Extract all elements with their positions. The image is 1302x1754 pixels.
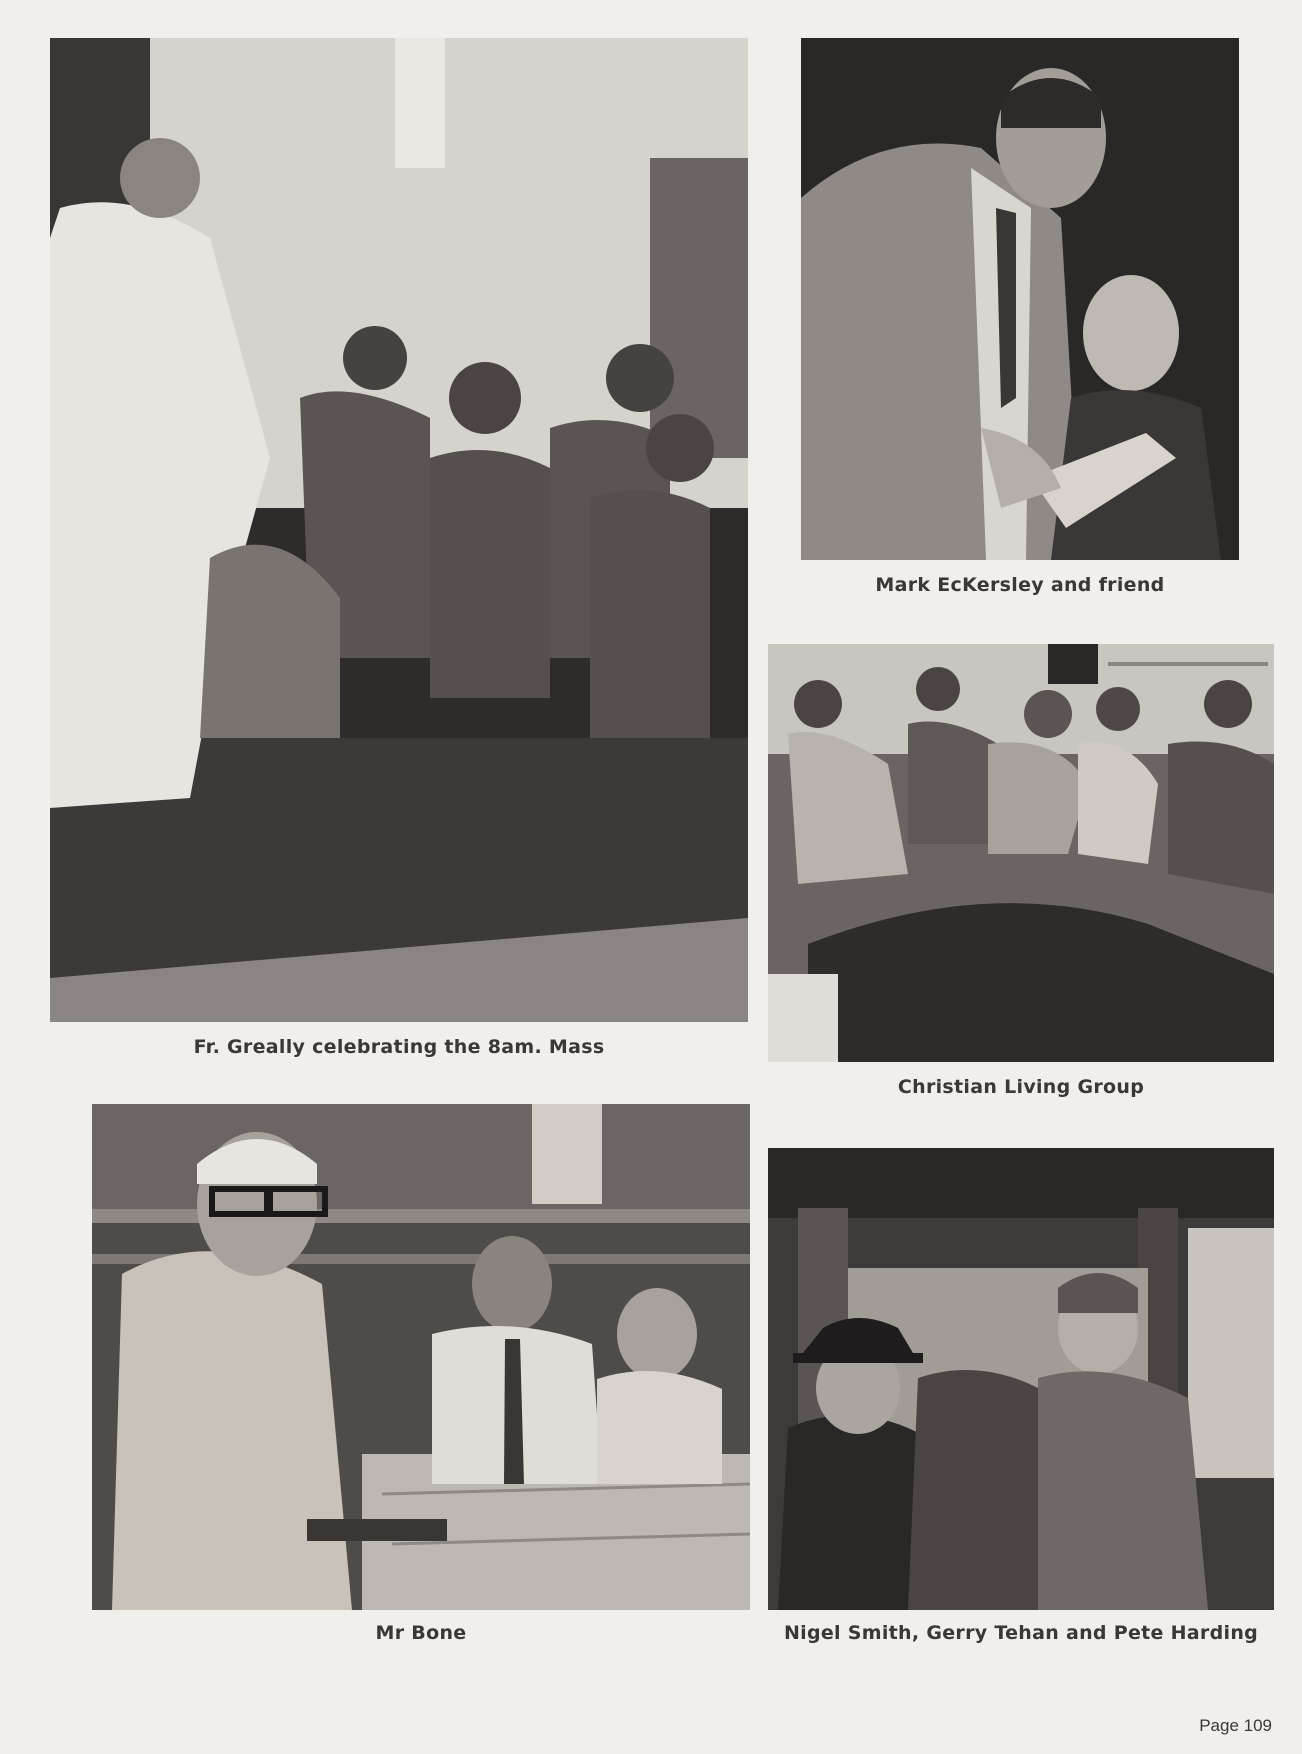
- caption-nigel-gerry-pete: Nigel Smith, Gerry Tehan and Pete Harding: [783, 1622, 1259, 1644]
- photo-nigel-gerry-pete: [768, 1148, 1274, 1610]
- caption-mass: Fr. Greally celebrating the 8am. Mass: [193, 1036, 605, 1058]
- photo-nigel-gerry-pete-image: [768, 1148, 1274, 1610]
- photo-christian-living-group-image: [768, 644, 1274, 1062]
- photo-mark-eckersley: [801, 38, 1239, 560]
- photo-mr-bone: [92, 1104, 750, 1610]
- photo-mass-image: [50, 38, 748, 1022]
- caption-mr-bone: Mr Bone: [375, 1622, 467, 1644]
- caption-mark-eckersley: Mark EcKersley and friend: [875, 574, 1165, 596]
- photo-christian-living-group: [768, 644, 1274, 1062]
- photo-mass: [50, 38, 748, 1022]
- caption-christian-living-group: Christian Living Group: [897, 1076, 1145, 1098]
- page-number: Page 109: [1199, 1716, 1272, 1735]
- photo-mr-bone-image: [92, 1104, 750, 1610]
- photo-mark-eckersley-image: [801, 38, 1239, 560]
